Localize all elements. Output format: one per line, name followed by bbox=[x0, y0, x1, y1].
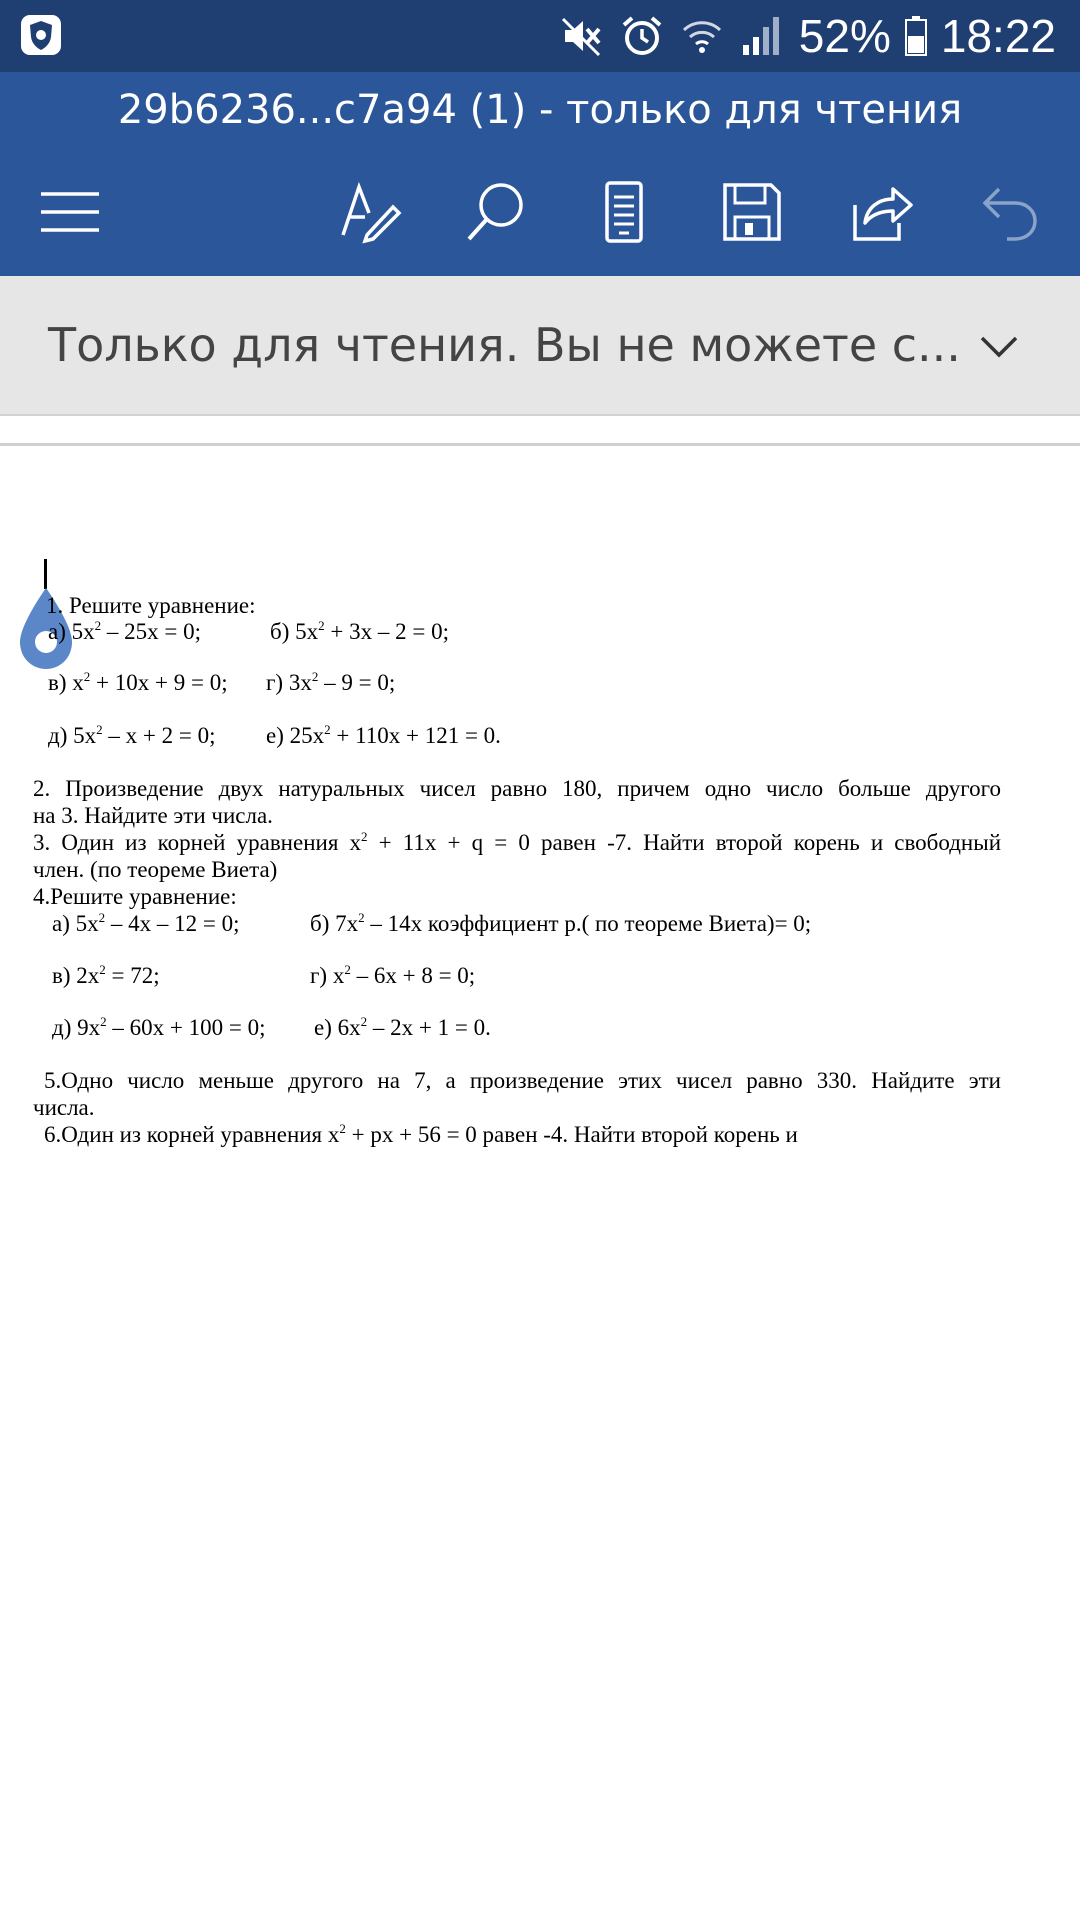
mute-icon bbox=[559, 13, 605, 59]
q4-item-v: в) $2x^2 = 72$; bbox=[52, 962, 160, 988]
search-icon bbox=[463, 179, 529, 245]
chevron-down-icon[interactable] bbox=[976, 324, 1022, 370]
q3-line-2: член. (по теореме Виета) bbox=[33, 857, 278, 882]
q4-item-d: д) $9x^2 - 60x + 100 = 0$; bbox=[52, 1014, 266, 1040]
read-only-message: Только для чтения. Вы не можете с... bbox=[48, 318, 961, 372]
menu-button[interactable] bbox=[34, 176, 106, 248]
text-cursor bbox=[44, 559, 47, 589]
undo-button[interactable] bbox=[974, 176, 1046, 248]
reading-mode-icon bbox=[591, 179, 657, 245]
document-title: 29b6236...c7a94 (1) - только для чтения bbox=[117, 87, 963, 133]
q1-item-d: д) $5x^2 - x + 2 = 0$; bbox=[48, 722, 216, 748]
menu-icon bbox=[37, 179, 103, 245]
q6-line-1: 6.Один из корней уравнения $x^2$ + px + 56 = 0 равен -4. Найти второй корень и bbox=[44, 1121, 798, 1147]
signal-icon bbox=[739, 13, 785, 59]
save-icon bbox=[719, 179, 785, 245]
share-button[interactable] bbox=[846, 176, 918, 248]
q1-item-b: б) $5x^2 + 3x - 2 = 0$; bbox=[270, 618, 449, 644]
q4-item-b: б) $7x^2 - 14x$ коэффициент p.( по теореме Виета)= 0; bbox=[310, 910, 812, 936]
q5-line-2: числа. bbox=[33, 1095, 95, 1120]
q2-line-1: 2. Произведение двух натуральных чисел равно 180, причем одно число больше другого bbox=[33, 776, 1001, 801]
q4-heading: 4.Решите уравнение: bbox=[33, 884, 237, 909]
read-only-banner[interactable] bbox=[0, 276, 1080, 416]
q4-item-a: а) $5x^2 - 4x - 12 = 0$; bbox=[52, 910, 240, 936]
toolbar bbox=[0, 148, 1080, 276]
title-bar bbox=[0, 72, 1080, 148]
clock: 18:22 bbox=[940, 10, 1056, 62]
q2-line-2: на 3. Найдите эти числа. bbox=[33, 803, 273, 828]
undo-icon bbox=[977, 179, 1043, 245]
q5-line-1: 5.Одно число меньше другого на 7, а произведение этих чисел равно 330. Найдите эти bbox=[44, 1068, 1001, 1093]
q1-heading: 1. Решите уравнение: bbox=[46, 593, 256, 618]
draw-pen-icon bbox=[337, 179, 403, 245]
q4-item-g: г) $x^2 - 6x + 8 = 0$; bbox=[310, 962, 476, 988]
battery-percent: 52% bbox=[798, 10, 891, 62]
q1-item-g: г) $3x^2 - 9 = 0$; bbox=[266, 669, 396, 695]
alarm-icon bbox=[619, 13, 665, 59]
status-bar bbox=[0, 0, 1080, 72]
q1-item-a: а) $5x^2 - 25x = 0$; bbox=[48, 618, 201, 644]
wifi-icon bbox=[679, 13, 725, 59]
search-button[interactable] bbox=[460, 176, 532, 248]
q1-item-v: в) $x^2 + 10x + 9 = 0$; bbox=[48, 669, 228, 695]
q4-item-e: е) $6x^2 - 2x + 1 = 0$. bbox=[314, 1014, 491, 1040]
share-icon bbox=[849, 179, 915, 245]
save-button[interactable] bbox=[716, 176, 788, 248]
app-shield-icon bbox=[20, 14, 62, 56]
document-page[interactable] bbox=[0, 446, 1080, 1920]
q1-item-e: е) $25x^2 + 110x + 121 = 0$. bbox=[266, 722, 501, 748]
reading-mode-button[interactable] bbox=[588, 176, 660, 248]
draw-button[interactable] bbox=[334, 176, 406, 248]
q3-line-1: 3. Один из корней уравнения $x^2 + 11x + q = 0$ равен -7. Найти второй корень и свободный bbox=[33, 829, 1001, 855]
battery-icon bbox=[905, 16, 927, 56]
